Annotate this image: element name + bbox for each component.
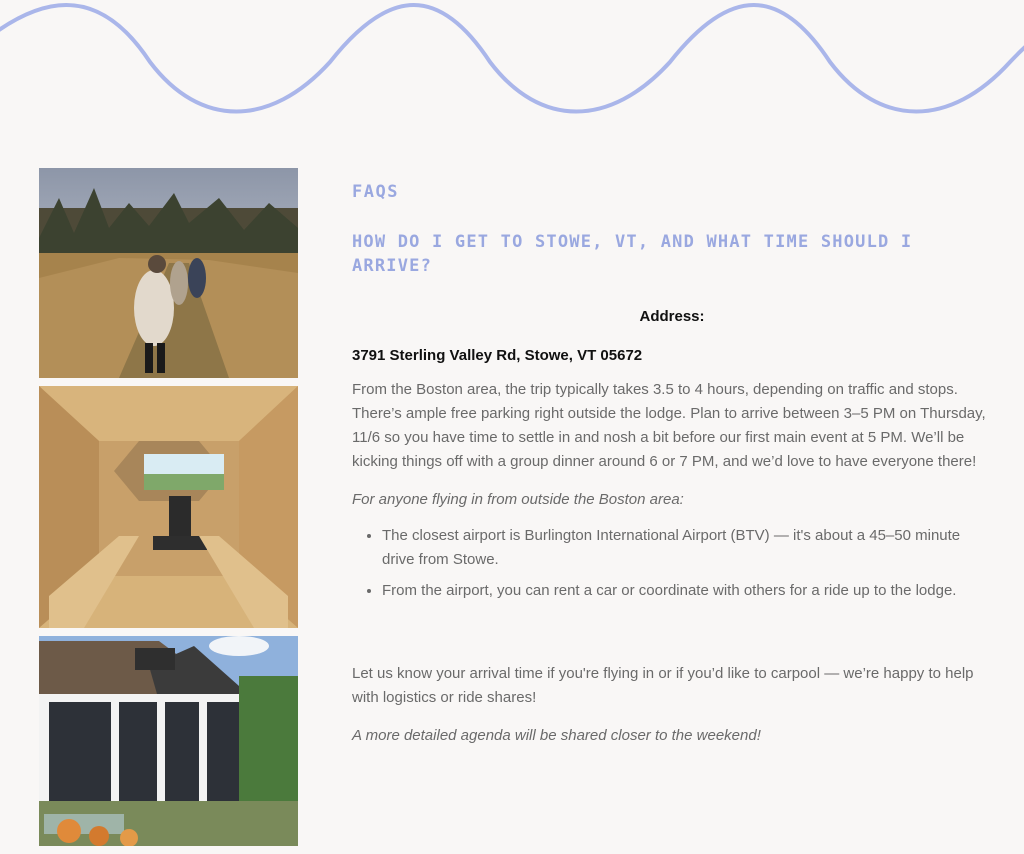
flying-intro: For anyone flying in from outside the Boston area: [352,491,684,508]
section-eyebrow: FAQS [352,182,399,202]
photo-lodge-exterior [39,636,298,846]
carpool-paragraph: Let us know your arrival time if you're flying in or if you’d like to carpool — we’re happy to help with logistics or ride shares! [352,665,974,706]
flying-tips-list [352,524,992,603]
faq-content [352,182,992,748]
photo-column [39,168,298,854]
address-text: 3791 Sterling Valley Rd, Stowe, VT 05672 [352,347,643,364]
decorative-wave [0,0,1024,120]
photo-hiking-trail [39,168,298,378]
photo-wooden-sauna [39,386,298,628]
list-item: • The closest airport is Burlington International Airport (BTV) — it's about a 45–50 minute drive from Stowe. [382,524,992,572]
faq-question: HOW DO I GET TO STOWE, VT, AND WHAT TIME SHOULD I ARRIVE? [352,232,913,276]
travel-paragraph: From the Boston area, the trip typically takes 3.5 to 4 hours, depending on traffic and stops. There’s ample free parking right outside the lodge. Plan to arrive between 3–5 PM on Thursday, 11/6 so you have time to settle in and nosh a bit before our first main event at 5 PM. We’ll be kicking things off with a group dinner around 6 or 7 PM, and we’d love to have everyone there! [352,381,986,470]
address-label: Address: [639,308,705,325]
list-item: • From the airport, you can rent a car or coordinate with others for a ride up to the lodge. [382,579,992,603]
agenda-note: A more detailed agenda will be shared closer to the weekend! [352,727,761,744]
